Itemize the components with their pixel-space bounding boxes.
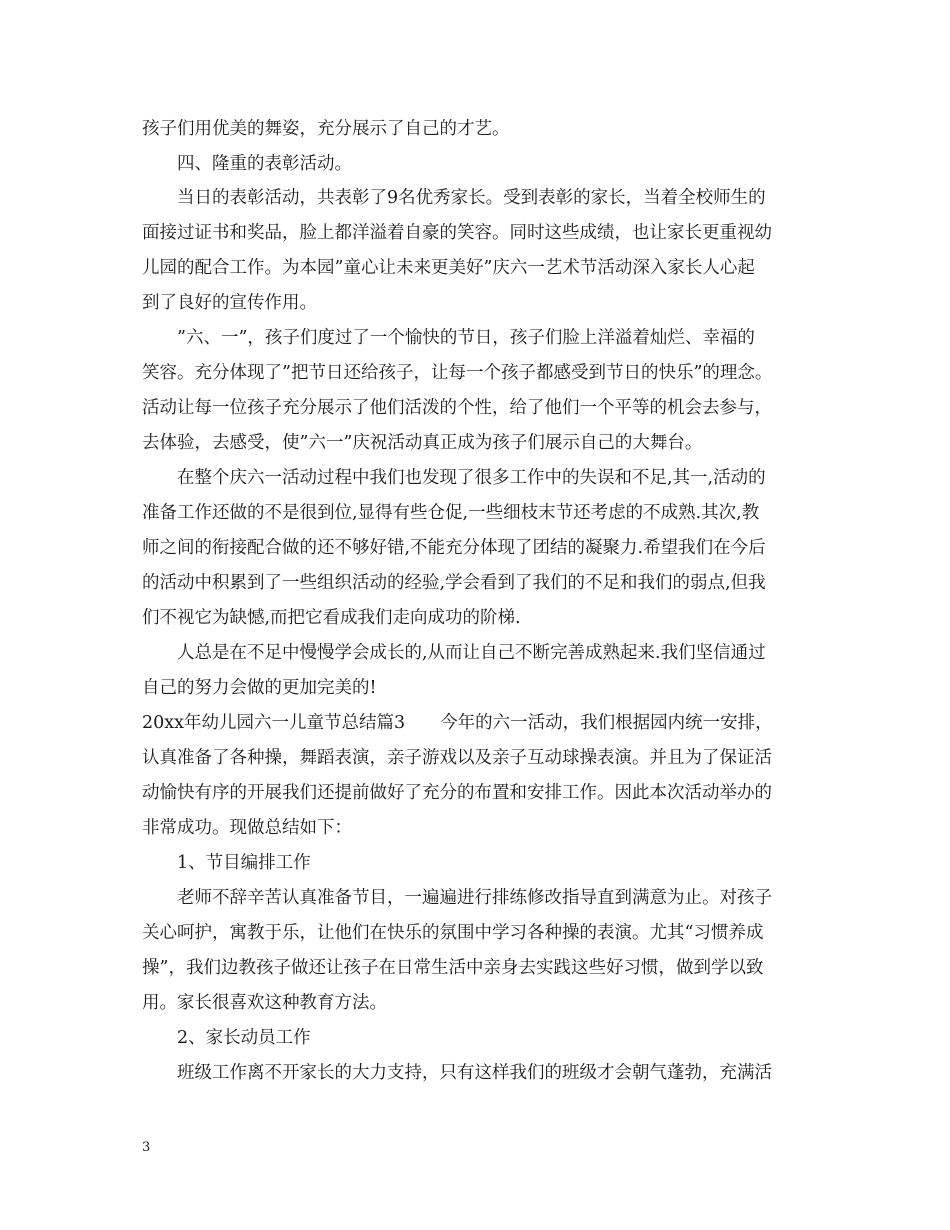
body-text-line: 到了良好的宣传作用。 bbox=[142, 293, 317, 313]
body-text-line: 动愉快有序的开展我们还提前做好了充分的布置和安排工作。因此本次活动举办的 bbox=[142, 783, 772, 803]
body-text-line: 用。家长很喜欢这种教育方法。 bbox=[142, 993, 387, 1013]
body-text-line: 师之间的衔接配合做的还不够好错,不能充分体现了团结的凝聚力.希望我们在今后 bbox=[142, 538, 766, 558]
body-text-line: 儿园的配合工作。为本园”童心让未来更美好”庆六一艺术节活动深入家长人心起 bbox=[142, 258, 755, 278]
body-text-line: 面接过证书和奖品，脸上都洋溢着自豪的笑容。同时这些成绩，也让家长更重视幼 bbox=[142, 223, 772, 243]
body-text-line: 孩子们用优美的舞姿，充分展示了自己的才艺。 bbox=[142, 119, 510, 139]
body-text-line: 关心呵护，寓教于乐，让他们在快乐的氛围中学习各种操的表演。尤其“习惯养成 bbox=[142, 923, 764, 943]
body-text-line: 班级工作离不开家长的大力支持，只有这样我们的班级才会朝气蓬勃，充满活 bbox=[177, 1063, 772, 1083]
body-text-line: 在整个庆六一活动过程中我们也发现了很多工作中的失误和不足,其一,活动的 bbox=[177, 468, 766, 488]
body-text-line: 认真准备了各种操，舞蹈表演，亲子游戏以及亲子互动球操表演。并且为了保证活 bbox=[142, 748, 772, 768]
body-text-line: 们不视它为缺憾,而把它看成我们走向成功的阶梯. bbox=[142, 608, 521, 628]
section-heading: 2、家长动员工作 bbox=[177, 1028, 311, 1048]
body-text-line: 操”，我们边教孩子做还让孩子在日常生活中亲身去实践这些好习惯，做到学以致 bbox=[142, 958, 764, 978]
body-text-line: 老师不辞辛苦认真准备节目，一遍遍进行排练修改指导直到满意为止。对孩子 bbox=[177, 888, 772, 908]
page-number: 3 bbox=[142, 1140, 151, 1155]
body-text-line: 笑容。充分体现了”把节日还给孩子，让每一个孩子都感受到节日的快乐”的理念。 bbox=[142, 363, 773, 383]
body-text-line: 活动让每一位孩子充分展示了他们活泼的个性，给了他们一个平等的机会去参与， bbox=[142, 398, 772, 418]
body-text-line: 的活动中积累到了一些组织活动的经验,学会看到了我们的不足和我们的弱点,但我 bbox=[142, 573, 766, 593]
body-text-line: 去体验，去感受，使”六一”庆祝活动真正成为孩子们展示自己的大舞台。 bbox=[142, 433, 703, 453]
body-text-line: 非常成功。现做总结如下： bbox=[142, 818, 352, 838]
body-text-line: ”六、一”，孩子们度过了一个愉快的节日，孩子们脸上洋溢着灿烂、幸福的 bbox=[177, 328, 755, 348]
section-heading: 四、隆重的表彰活动。 bbox=[177, 154, 352, 174]
body-text-line: 自己的努力会做的更加完美的! bbox=[142, 678, 377, 698]
section-heading: 1、节目编排工作 bbox=[177, 853, 311, 873]
body-text-line: 当日的表彰活动，共表彰了9名优秀家长。受到表彰的家长，当着全校师生的 bbox=[177, 188, 766, 208]
article-title-line: 20xx年幼儿园六一儿童节总结篇3 今年的六一活动，我们根据园内统一安排， bbox=[142, 713, 773, 733]
body-text-line: 准备工作还做的不是很到位,显得有些仓促,一些细枝末节还考虑的不成熟.其次,教 bbox=[142, 503, 760, 523]
body-text-line: 人总是在不足中慢慢学会成长的,从而让自己不断完善成熟起来.我们坚信通过 bbox=[177, 643, 766, 663]
